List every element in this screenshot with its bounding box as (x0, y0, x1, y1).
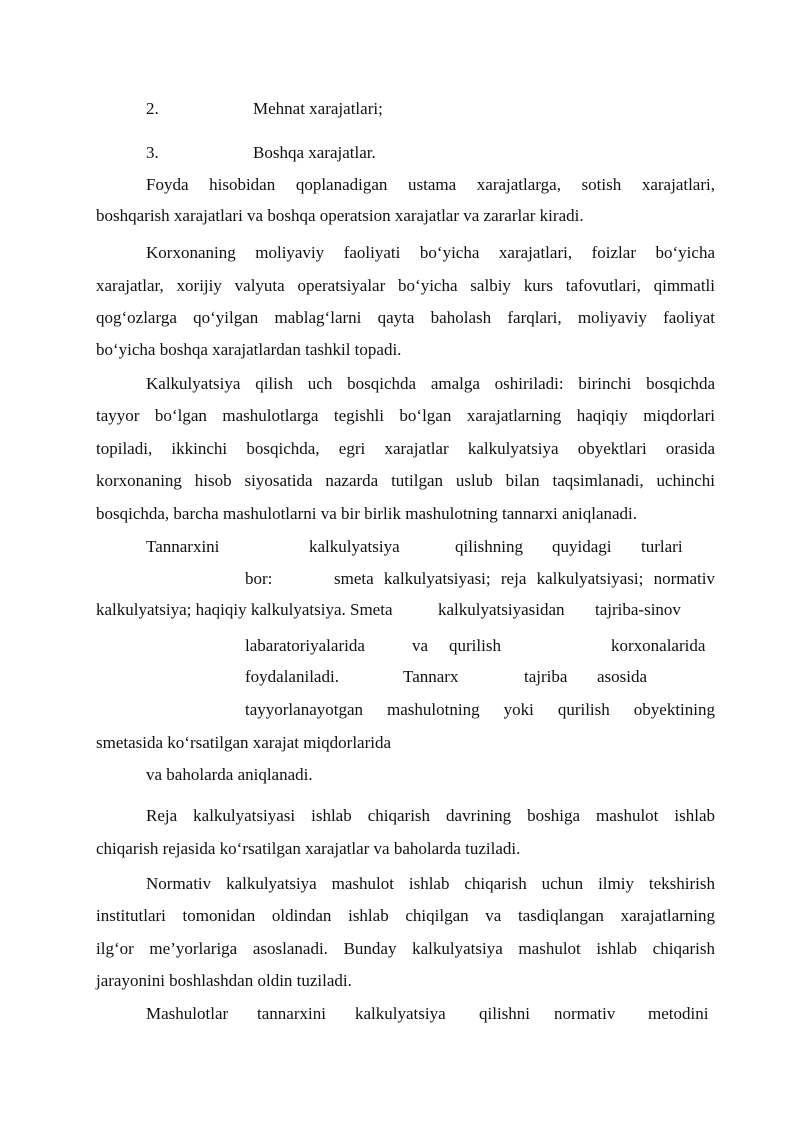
paragraph-line: Normativ kalkulyatsiya mashulot ishlab chiqarish uchun ilmiy tekshirish (146, 874, 715, 893)
paragraph-line: xarajatlar, xorijiy valyuta operatsiyalar bo‘yicha salbiy kurs tafovutlari, qimmatli (96, 276, 715, 295)
paragraph-word: korxonalarida (611, 636, 706, 655)
paragraph-line: Reja kalkulyatsiyasi ishlab chiqarish davrining boshiga mashulot ishlab (146, 806, 715, 825)
paragraph-word: kalkulyatsiya (355, 1004, 446, 1023)
paragraph-line: bosqichda, barcha mashulotlarni va bir birlik mashulotning tannarxi aniqlanadi. (96, 504, 638, 523)
paragraph-word: Mashulotlar (146, 1004, 229, 1023)
paragraph-word: va (412, 636, 429, 655)
paragraph-line: boshqarish xarajatlari va boshqa operatsion xarajatlar va zararlar kiradi. (96, 206, 584, 225)
paragraph-line: bo‘yicha boshqa xarajatlardan tashkil topadi. (96, 340, 402, 359)
paragraph-word: quyidagi (552, 537, 612, 556)
paragraph-word: tannarxini (257, 1004, 326, 1023)
paragraph-word: Tannarx (403, 667, 459, 686)
list-item-text: Mehnat xarajatlari; (253, 99, 383, 118)
paragraph-line: Foyda hisobidan qoplanadigan ustama xarajatlarga, sotish xarajatlari, (146, 175, 715, 194)
paragraph-word: kalkulyatsiya; haqiqiy kalkulyatsiya. Smeta (96, 600, 393, 619)
paragraph-line: tayyor bo‘lgan mashulotlarga tegishli bo‘lgan xarajatlarning haqiqiy miqdorlari (96, 406, 715, 425)
paragraph-word: metodini (648, 1004, 709, 1023)
list-item-text: Boshqa xarajatlar. (253, 143, 376, 162)
paragraph-word: tajriba-sinov (595, 600, 681, 619)
paragraph-line: institutlari tomonidan oldindan ishlab chiqilgan va tasdiqlangan xarajatlarning (96, 906, 715, 925)
paragraph-word: qilishni (479, 1004, 531, 1023)
paragraph-line: Korxonaning moliyaviy faoliyati bo‘yicha xarajatlari, foizlar bo‘yicha (146, 243, 715, 262)
paragraph-line: bor: smeta kalkulyatsiyasi; reja kalkulyatsiyasi; normativ (245, 569, 715, 588)
paragraph-word: qilishning (455, 537, 524, 556)
list-number: 2. (146, 99, 159, 118)
paragraph-word: Tannarxini (146, 537, 220, 556)
paragraph-word: labaratoriyalarida (245, 636, 365, 655)
paragraph-line: va baholarda aniqlanadi. (146, 765, 313, 784)
paragraph-line: smetasida ko‘rsatilgan xarajat miqdorlarida (96, 733, 392, 752)
paragraph-line: ilg‘or me’yorlariga asoslanadi. Bunday kalkulyatsiya mashulot ishlab chiqarish (96, 939, 715, 958)
paragraph-line: chiqarish rejasida ko‘rsatilgan xarajatlar va baholarda tuziladi. (96, 839, 521, 858)
paragraph-line: Kalkulyatsiya qilish uch bosqichda amalga oshiriladi: birinchi bosqichda (146, 374, 715, 393)
paragraph-line: qog‘ozlarga qo‘yilgan mablag‘larni qayta baholash farqlari, moliyaviy faoliyat (96, 308, 715, 327)
paragraph-line: tayyorlanayotgan mashulotning yoki qurilish obyektining (245, 700, 715, 719)
paragraph-word: kalkulyatsiya (309, 537, 400, 556)
paragraph-word: kalkulyatsiyasidan (438, 600, 565, 619)
paragraph-word: normativ (554, 1004, 616, 1023)
paragraph-line: topiladi, ikkinchi bosqichda, egri xarajatlar kalkulyatsiya obyektlari orasida (96, 439, 715, 458)
paragraph-line: korxonaning hisob siyosatida nazarda tutilgan uslub bilan taqsimlanadi, uchinchi (96, 471, 715, 490)
paragraph-word: asosida (597, 667, 648, 686)
paragraph-word: foydalaniladi. (245, 667, 339, 686)
paragraph-word: turlari (641, 537, 683, 556)
list-number: 3. (146, 143, 159, 162)
paragraph-line: jarayonini boshlashdan oldin tuziladi. (96, 971, 352, 990)
paragraph-word: qurilish (449, 636, 501, 655)
paragraph-word: tajriba (524, 667, 568, 686)
